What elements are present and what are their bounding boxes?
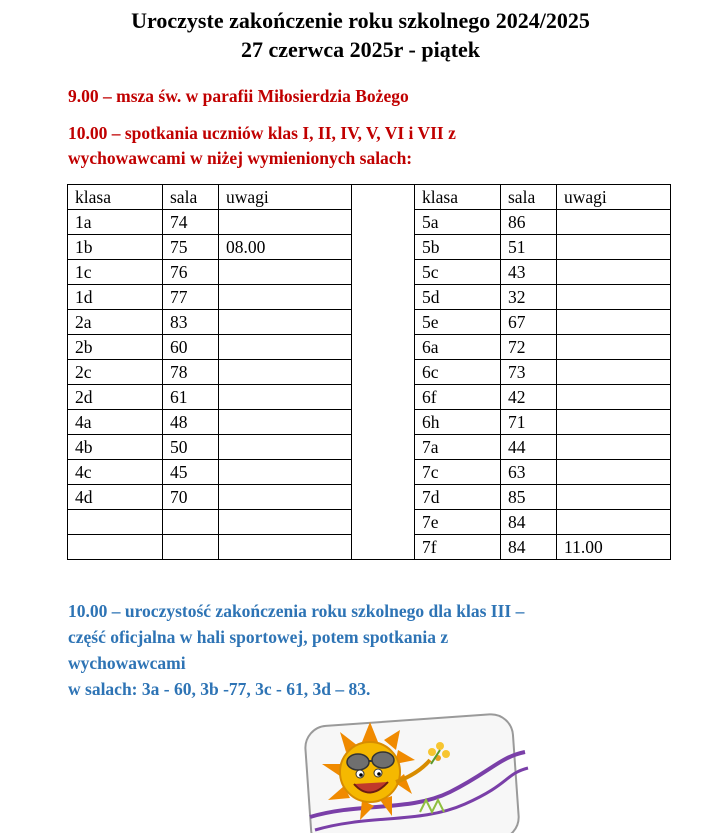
meeting-info-line2: wychowawcami w niżej wymienionych salach: [68,148,413,168]
cell-klasa-left: 1d [68,285,163,310]
cell-uwagi-left: 08.00 [219,235,352,260]
meeting-info-line1: 10.00 – spotkania uczniów klas I, II, IV, V, VI i VII z [68,123,456,143]
cell-klasa-left: 2a [68,310,163,335]
cell-uwagi-left [219,535,352,560]
cell-uwagi-right [557,460,671,485]
table-row [68,410,671,435]
cell-sala-left [163,535,219,560]
cell-klasa-right: 7f [415,535,501,560]
table-gap [352,385,415,410]
ceremony-line3: wychowawcami [68,653,186,673]
cell-klasa-right: 7e [415,510,501,535]
table-row [68,235,671,260]
cell-uwagi-right [557,435,671,460]
meeting-info [68,121,688,171]
cell-sala-left: 83 [163,310,219,335]
cell-sala-left: 48 [163,410,219,435]
cell-sala-right: 72 [501,335,557,360]
cell-sala-left: 50 [163,435,219,460]
table-row [68,460,671,485]
cell-klasa-left: 4a [68,410,163,435]
cell-uwagi-right: 11.00 [557,535,671,560]
cell-sala-right: 73 [501,360,557,385]
cell-uwagi-right [557,510,671,535]
cell-klasa-left: 2b [68,335,163,360]
cell-uwagi-left [219,460,352,485]
cell-klasa-left: 4c [68,460,163,485]
cell-sala-right: 67 [501,310,557,335]
cell-uwagi-right [557,360,671,385]
cell-sala-right: 86 [501,210,557,235]
cell-klasa-right: 7a [415,435,501,460]
cell-uwagi-right [557,285,671,310]
cell-klasa-right: 5b [415,235,501,260]
header-cell-uwagi-left: uwagi [219,185,352,210]
ceremony-line1: 10.00 – uroczystość zakończenia roku szkolnego dla klas III – [68,601,525,621]
cell-klasa-left [68,535,163,560]
table-gap [352,335,415,360]
cell-uwagi-right [557,335,671,360]
cell-uwagi-left [219,485,352,510]
table-gap [352,185,415,210]
table-row [68,485,671,510]
cell-uwagi-left [219,335,352,360]
mass-info: 9.00 – msza św. w parafii Miłosierdzia Bożego [68,86,409,106]
cell-uwagi-left [219,360,352,385]
table-row [68,510,671,535]
cell-klasa-right: 7c [415,460,501,485]
classroom-table-body [68,185,671,560]
table-gap [352,510,415,535]
page-subtitle-date: 27 czerwca 2025r - piątek [240,37,481,62]
table-row [68,260,671,285]
cell-uwagi-right [557,310,671,335]
cell-klasa-left: 4b [68,435,163,460]
cell-sala-right: 63 [501,460,557,485]
page-title: Uroczyste zakończenie roku szkolnego 2024/2025 [131,8,590,33]
table-row [68,535,671,560]
cell-uwagi-right [557,260,671,285]
header-cell-klasa-left: klasa [68,185,163,210]
cell-sala-left: 76 [163,260,219,285]
header-cell-klasa-right: klasa [415,185,501,210]
table-gap [352,260,415,285]
cell-sala-left: 74 [163,210,219,235]
table-gap [352,310,415,335]
cell-klasa-right: 6f [415,385,501,410]
cell-sala-right: 84 [501,510,557,535]
cell-sala-right: 84 [501,535,557,560]
table-header-row [68,185,671,210]
cell-uwagi-left [219,310,352,335]
cell-klasa-right: 5c [415,260,501,285]
table-row [68,335,671,360]
cell-klasa-left: 1a [68,210,163,235]
table-row [68,210,671,235]
cell-uwagi-right [557,410,671,435]
cell-klasa-left: 2d [68,385,163,410]
cell-klasa-left: 1c [68,260,163,285]
cell-uwagi-left [219,260,352,285]
cell-sala-left: 70 [163,485,219,510]
cell-klasa-right: 7d [415,485,501,510]
cell-sala-right: 42 [501,385,557,410]
table-row [68,385,671,410]
table-gap [352,535,415,560]
cell-klasa-left: 2c [68,360,163,385]
table-gap [352,285,415,310]
ceremony-line2: część oficjalna w hali sportowej, potem spotkania z [68,627,449,647]
cell-klasa-right: 6a [415,335,501,360]
sun-clipart-icon [300,712,535,833]
cell-uwagi-right [557,235,671,260]
table-gap [352,460,415,485]
table-gap [352,485,415,510]
cell-uwagi-left [219,435,352,460]
cell-klasa-left: 1b [68,235,163,260]
cell-sala-left: 60 [163,335,219,360]
table-row [68,435,671,460]
cell-sala-left: 61 [163,385,219,410]
cell-sala-right: 32 [501,285,557,310]
table-row [68,360,671,385]
cell-klasa-right: 5d [415,285,501,310]
cell-sala-left: 45 [163,460,219,485]
cell-sala-left: 75 [163,235,219,260]
ceremony-info [68,598,668,702]
cell-sala-left: 78 [163,360,219,385]
header-cell-uwagi-right: uwagi [557,185,671,210]
cell-uwagi-right [557,385,671,410]
table-row [68,285,671,310]
cell-sala-left [163,510,219,535]
cell-sala-right: 43 [501,260,557,285]
cell-uwagi-left [219,410,352,435]
cell-klasa-right: 5a [415,210,501,235]
cell-uwagi-right [557,210,671,235]
cell-uwagi-left [219,285,352,310]
cell-sala-left: 77 [163,285,219,310]
cell-sala-right: 85 [501,485,557,510]
cell-klasa-right: 6c [415,360,501,385]
table-gap [352,235,415,260]
ceremony-line4: w salach: 3a - 60, 3b -77, 3c - 61, 3d – 83. [68,679,371,699]
cell-sala-right: 44 [501,435,557,460]
header-cell-sala-right: sala [501,185,557,210]
table-gap [352,210,415,235]
classroom-table [67,184,671,560]
cell-sala-right: 51 [501,235,557,260]
cell-uwagi-right [557,485,671,510]
header-cell-sala-left: sala [163,185,219,210]
table-gap [352,435,415,460]
cell-klasa-right: 6h [415,410,501,435]
cell-uwagi-left [219,385,352,410]
cell-klasa-right: 5e [415,310,501,335]
table-gap [352,410,415,435]
table-gap [352,360,415,385]
cell-uwagi-left [219,210,352,235]
table-row [68,310,671,335]
cell-klasa-left [68,510,163,535]
cell-uwagi-left [219,510,352,535]
cell-klasa-left: 4d [68,485,163,510]
cell-sala-right: 71 [501,410,557,435]
